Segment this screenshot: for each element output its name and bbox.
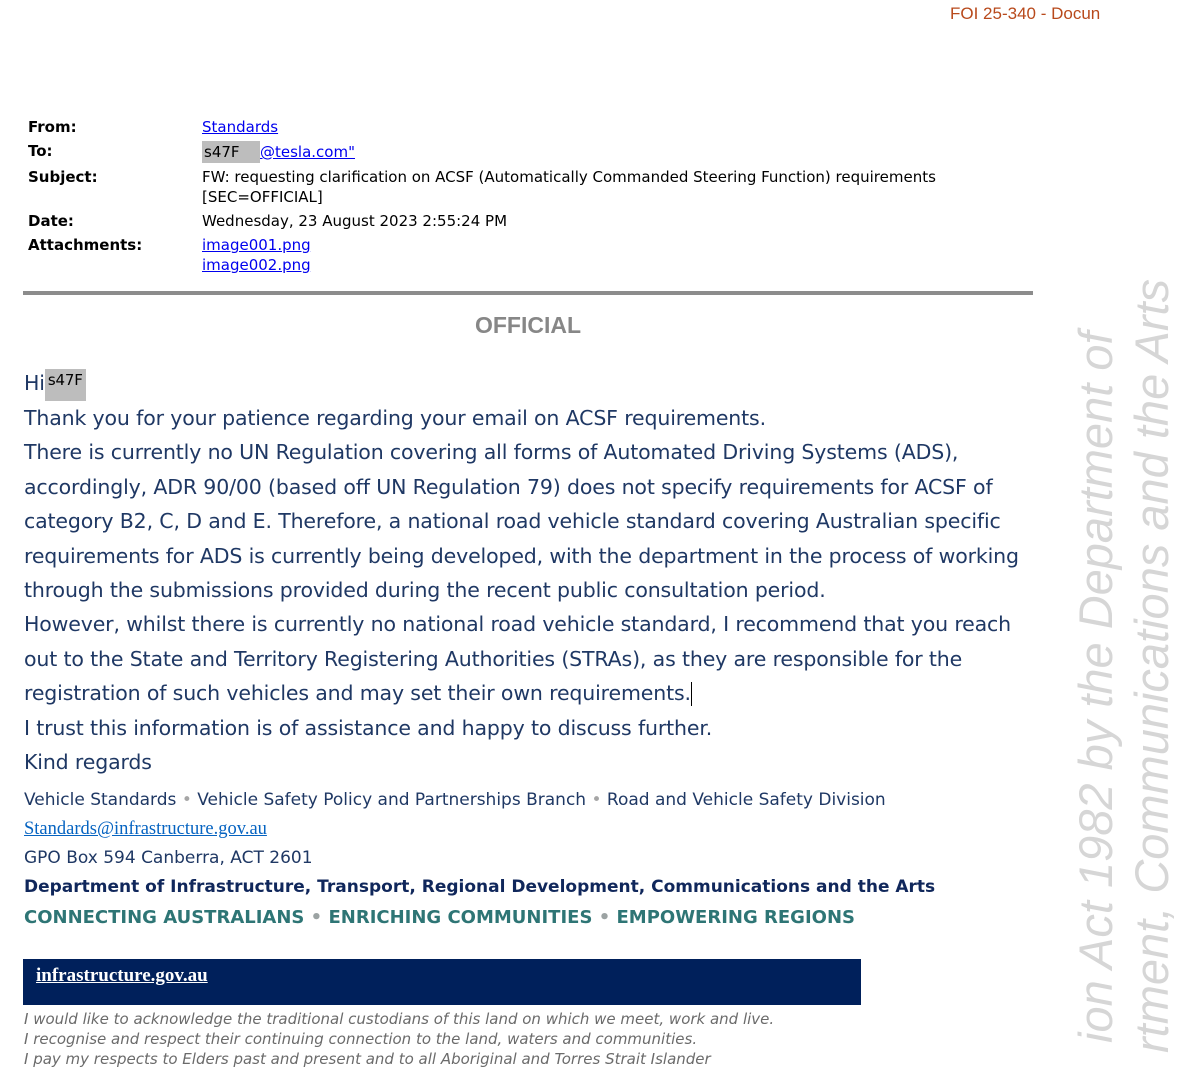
- subject-line: [SEC=OFFICIAL]: [202, 188, 323, 206]
- body-paragraph-text: However, whilst there is currently no national road vehicle standard, I recommend that you reach out to the State and Territory Registering Authorities (STRAs), as they are responsible for the registration of such vehicles and may set their own requirements.: [24, 612, 1011, 706]
- watermark-line: rtment, Communications and the Arts: [1125, 278, 1178, 1053]
- subject-row: [28, 167, 1008, 207]
- attachments-row: [28, 235, 1008, 275]
- signature-units: [24, 786, 924, 815]
- greeting-line: [24, 366, 1024, 401]
- bullet-separator: •: [598, 907, 611, 928]
- tagline-part: EMPOWERING REGIONS: [616, 907, 855, 928]
- acknowledgement-line: I recognise and respect their continuing connection to the land, waters and communities.: [24, 1030, 698, 1048]
- header-divider: [23, 291, 1033, 295]
- website-link[interactable]: infrastructure.gov.au: [36, 965, 208, 986]
- acknowledgement-of-country: [24, 1009, 884, 1069]
- body-paragraph: Thank you for your patience regarding your email on ACSF requirements.: [24, 406, 766, 430]
- date-label: Date:: [28, 212, 74, 230]
- body-paragraph: There is currently no UN Regulation covering all forms of Automated Driving Systems (ADS), accordingly, ADR 90/00 (based off UN Regulation 79) does not specify requirements for ACSF of category B2, C, D and E. Therefore, a national road vehicle standard covering Australian specific requirements for ADS is currently being developed, with the department in the process of working through the submissions provided during the recent public consultation period.: [24, 440, 1019, 603]
- branch-name: Vehicle Safety Policy and Partnerships Branch: [197, 790, 587, 810]
- tagline-part: ENRICHING COMMUNITIES: [328, 907, 593, 928]
- bullet-separator: •: [181, 790, 192, 810]
- division-name: Road and Vehicle Safety Division: [606, 790, 886, 810]
- attachments-label: Attachments:: [28, 236, 143, 254]
- date-row: [28, 211, 1008, 231]
- acknowledgement-line: I pay my respects to Elders past and present and to all Aboriginal and Torres Strait Islander: [24, 1050, 711, 1068]
- email-body: [24, 366, 1024, 779]
- to-label: To:: [28, 142, 53, 160]
- bullet-separator: •: [591, 790, 602, 810]
- signature-email-link[interactable]: Standards@infrastructure.gov.au: [24, 819, 267, 839]
- website-banner: [23, 959, 861, 1005]
- body-paragraph: I trust this information is of assistance and happy to discuss further.: [24, 715, 713, 740]
- subject-label: Subject:: [28, 168, 98, 186]
- acknowledgement-line: I would like to acknowledge the traditional custodians of this land on which we meet, work and live.: [24, 1010, 775, 1028]
- subject-line: FW: requesting clarification on ACSF (Automatically Commanded Steering Function) requirements: [202, 168, 936, 186]
- bullet-separator: •: [310, 907, 323, 928]
- redaction-box: s47F: [202, 141, 260, 163]
- to-link[interactable]: @tesla.com": [260, 143, 355, 161]
- email-signature: [24, 786, 936, 932]
- text-cursor: [691, 682, 692, 706]
- closing: Kind regards: [24, 750, 152, 775]
- release-watermark: [1068, 279, 1180, 1053]
- foi-reference-header: FOI 25-340 - Docun: [950, 4, 1101, 23]
- greeting: Hi: [24, 371, 45, 395]
- tagline-part: CONNECTING AUSTRALIANS: [24, 907, 305, 928]
- redaction-box: s47F: [45, 369, 86, 401]
- classification-marking: OFFICIAL: [474, 312, 582, 338]
- to-row: [28, 141, 1008, 163]
- unit-name: Vehicle Standards: [24, 790, 177, 810]
- attachment-link[interactable]: image001.png: [202, 236, 311, 254]
- attachment-link[interactable]: image002.png: [202, 256, 311, 274]
- from-label: From:: [28, 118, 77, 136]
- date-value: Wednesday, 23 August 2023 2:55:24 PM: [202, 212, 508, 230]
- body-paragraph: [24, 607, 1024, 710]
- email-header: [28, 117, 1008, 279]
- from-row: [28, 117, 1008, 137]
- department-tagline: [24, 903, 924, 932]
- from-link[interactable]: Standards: [202, 118, 279, 136]
- department-name: Department of Infrastructure, Transport, Regional Development, Communications and the Arts: [24, 877, 936, 897]
- signature-address: GPO Box 594 Canberra, ACT 2601: [24, 848, 313, 868]
- watermark-line: ion Act 1982 by the Department of: [1069, 331, 1122, 1043]
